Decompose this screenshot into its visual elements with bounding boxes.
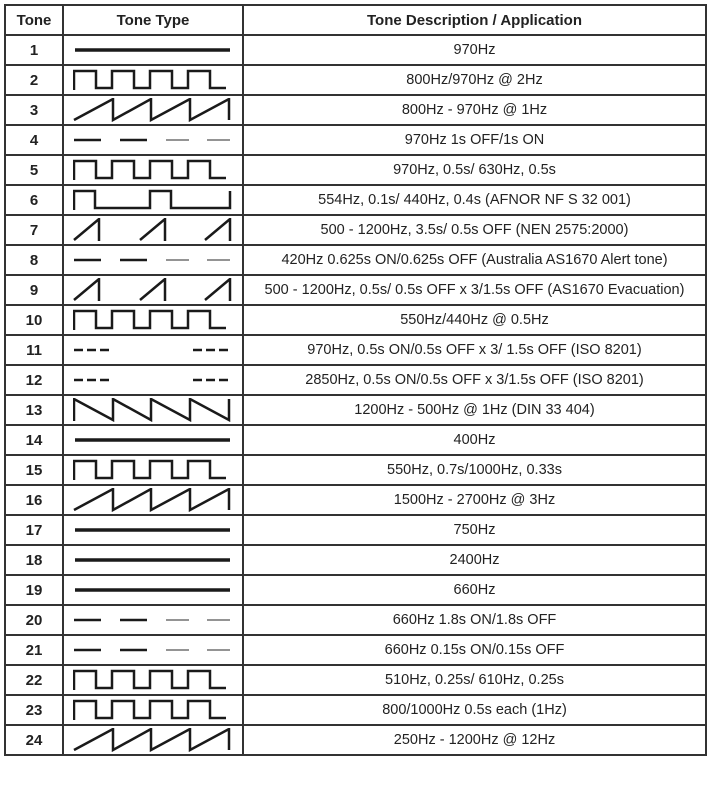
table-row bbox=[5, 455, 706, 485]
tone-number: 12 bbox=[5, 365, 63, 395]
table-row bbox=[5, 395, 706, 425]
tone-description: 510Hz, 0.25s/ 610Hz, 0.25s bbox=[243, 665, 706, 695]
table-row bbox=[5, 65, 706, 95]
header-row bbox=[5, 5, 706, 35]
header-description: Tone Description / Application bbox=[243, 5, 706, 35]
tone-description: 1200Hz - 500Hz @ 1Hz (DIN 33 404) bbox=[243, 395, 706, 425]
tone-type-cell bbox=[63, 665, 243, 695]
tone-number: 8 bbox=[5, 245, 63, 275]
sawtooth-rising-icon bbox=[64, 728, 242, 752]
dashed-on-off-icon bbox=[64, 128, 242, 152]
tone-type-cell bbox=[63, 95, 243, 125]
tone-description: 970Hz, 0.5s/ 630Hz, 0.5s bbox=[243, 155, 706, 185]
dashed-on-off-icon bbox=[64, 608, 242, 632]
tone-type-cell bbox=[63, 215, 243, 245]
tone-description: 660Hz 0.15s ON/0.15s OFF bbox=[243, 635, 706, 665]
tone-description: 970Hz bbox=[243, 35, 706, 65]
tone-type-cell bbox=[63, 275, 243, 305]
header-tone-type: Tone Type bbox=[63, 5, 243, 35]
table-row bbox=[5, 725, 706, 755]
sawtooth-falling-icon bbox=[64, 398, 242, 422]
continuous-icon bbox=[64, 518, 242, 542]
tone-number: 4 bbox=[5, 125, 63, 155]
tone-type-cell bbox=[63, 515, 243, 545]
table-row bbox=[5, 545, 706, 575]
tone-type-cell bbox=[63, 635, 243, 665]
table-row bbox=[5, 155, 706, 185]
table-row bbox=[5, 35, 706, 65]
tone-description: 554Hz, 0.1s/ 440Hz, 0.4s (AFNOR NF S 32 001) bbox=[243, 185, 706, 215]
square-wave-icon bbox=[64, 698, 242, 722]
table-row bbox=[5, 95, 706, 125]
tone-number: 23 bbox=[5, 695, 63, 725]
pulse-wave-icon bbox=[64, 188, 242, 212]
tone-description: 800Hz - 970Hz @ 1Hz bbox=[243, 95, 706, 125]
tone-number: 10 bbox=[5, 305, 63, 335]
tone-type-cell bbox=[63, 575, 243, 605]
tone-description: 550Hz/440Hz @ 0.5Hz bbox=[243, 305, 706, 335]
tone-description: 970Hz 1s OFF/1s ON bbox=[243, 125, 706, 155]
tone-number: 22 bbox=[5, 665, 63, 695]
tone-description: 2400Hz bbox=[243, 545, 706, 575]
tone-number: 1 bbox=[5, 35, 63, 65]
tone-number: 24 bbox=[5, 725, 63, 755]
tone-type-cell bbox=[63, 155, 243, 185]
tone-number: 20 bbox=[5, 605, 63, 635]
table-row bbox=[5, 485, 706, 515]
tone-type-cell bbox=[63, 35, 243, 65]
tone-description: 1500Hz - 2700Hz @ 3Hz bbox=[243, 485, 706, 515]
square-wave-icon bbox=[64, 68, 242, 92]
tone-number: 7 bbox=[5, 215, 63, 245]
table-row bbox=[5, 365, 706, 395]
sawtooth-rising-icon bbox=[64, 98, 242, 122]
tone-type-cell bbox=[63, 485, 243, 515]
tone-description: 800/1000Hz 0.5s each (1Hz) bbox=[243, 695, 706, 725]
table-row bbox=[5, 245, 706, 275]
table-row bbox=[5, 515, 706, 545]
tone-type-cell bbox=[63, 725, 243, 755]
tone-type-cell bbox=[63, 245, 243, 275]
tone-type-cell bbox=[63, 125, 243, 155]
tone-description: 420Hz 0.625s ON/0.625s OFF (Australia AS1670 Alert tone) bbox=[243, 245, 706, 275]
tone-type-cell bbox=[63, 365, 243, 395]
ramp-burst-icon bbox=[64, 218, 242, 242]
tone-number: 2 bbox=[5, 65, 63, 95]
tone-number: 21 bbox=[5, 635, 63, 665]
tone-description: 400Hz bbox=[243, 425, 706, 455]
tone-type-cell bbox=[63, 425, 243, 455]
tone-description: 2850Hz, 0.5s ON/0.5s OFF x 3/1.5s OFF (ISO 8201) bbox=[243, 365, 706, 395]
tone-number: 11 bbox=[5, 335, 63, 365]
tone-type-cell bbox=[63, 545, 243, 575]
tone-description: 500 - 1200Hz, 0.5s/ 0.5s OFF x 3/1.5s OFF (AS1670 Evacuation) bbox=[243, 275, 706, 305]
continuous-icon bbox=[64, 548, 242, 572]
square-wave-icon bbox=[64, 458, 242, 482]
tone-number: 17 bbox=[5, 515, 63, 545]
table-row bbox=[5, 695, 706, 725]
table-row bbox=[5, 605, 706, 635]
tone-description: 660Hz 1.8s ON/1.8s OFF bbox=[243, 605, 706, 635]
tone-description: 500 - 1200Hz, 3.5s/ 0.5s OFF (NEN 2575:2000) bbox=[243, 215, 706, 245]
table-row bbox=[5, 575, 706, 605]
dashed-on-off-icon bbox=[64, 248, 242, 272]
continuous-icon bbox=[64, 578, 242, 602]
tone-number: 13 bbox=[5, 395, 63, 425]
square-wave-icon bbox=[64, 158, 242, 182]
tone-description: 550Hz, 0.7s/1000Hz, 0.33s bbox=[243, 455, 706, 485]
tone-number: 5 bbox=[5, 155, 63, 185]
tone-number: 16 bbox=[5, 485, 63, 515]
table-row bbox=[5, 215, 706, 245]
header-tone: Tone bbox=[5, 5, 63, 35]
tone-type-cell bbox=[63, 395, 243, 425]
ramp-burst-icon bbox=[64, 278, 242, 302]
tone-type-cell bbox=[63, 305, 243, 335]
table-row bbox=[5, 665, 706, 695]
tone-type-cell bbox=[63, 185, 243, 215]
tone-number: 9 bbox=[5, 275, 63, 305]
triple-dash-icon bbox=[64, 338, 242, 362]
table-row bbox=[5, 275, 706, 305]
tone-number: 15 bbox=[5, 455, 63, 485]
tone-number: 19 bbox=[5, 575, 63, 605]
triple-dash-icon bbox=[64, 368, 242, 392]
tone-description: 800Hz/970Hz @ 2Hz bbox=[243, 65, 706, 95]
tone-description: 970Hz, 0.5s ON/0.5s OFF x 3/ 1.5s OFF (ISO 8201) bbox=[243, 335, 706, 365]
table-row bbox=[5, 185, 706, 215]
table-row bbox=[5, 305, 706, 335]
tone-type-cell bbox=[63, 455, 243, 485]
table-row bbox=[5, 635, 706, 665]
square-wave-icon bbox=[64, 308, 242, 332]
table-row bbox=[5, 425, 706, 455]
tone-description: 750Hz bbox=[243, 515, 706, 545]
table-row bbox=[5, 335, 706, 365]
tone-type-cell bbox=[63, 695, 243, 725]
continuous-icon bbox=[64, 428, 242, 452]
dashed-on-off-icon bbox=[64, 638, 242, 662]
tone-number: 14 bbox=[5, 425, 63, 455]
tone-type-cell bbox=[63, 65, 243, 95]
tone-number: 6 bbox=[5, 185, 63, 215]
table-row bbox=[5, 125, 706, 155]
tone-type-cell bbox=[63, 605, 243, 635]
tone-description: 250Hz - 1200Hz @ 12Hz bbox=[243, 725, 706, 755]
tone-description: 660Hz bbox=[243, 575, 706, 605]
tone-table bbox=[4, 4, 707, 756]
tone-number: 3 bbox=[5, 95, 63, 125]
continuous-icon bbox=[64, 38, 242, 62]
tone-type-cell bbox=[63, 335, 243, 365]
square-wave-icon bbox=[64, 668, 242, 692]
tone-number: 18 bbox=[5, 545, 63, 575]
sawtooth-rising-icon bbox=[64, 488, 242, 512]
